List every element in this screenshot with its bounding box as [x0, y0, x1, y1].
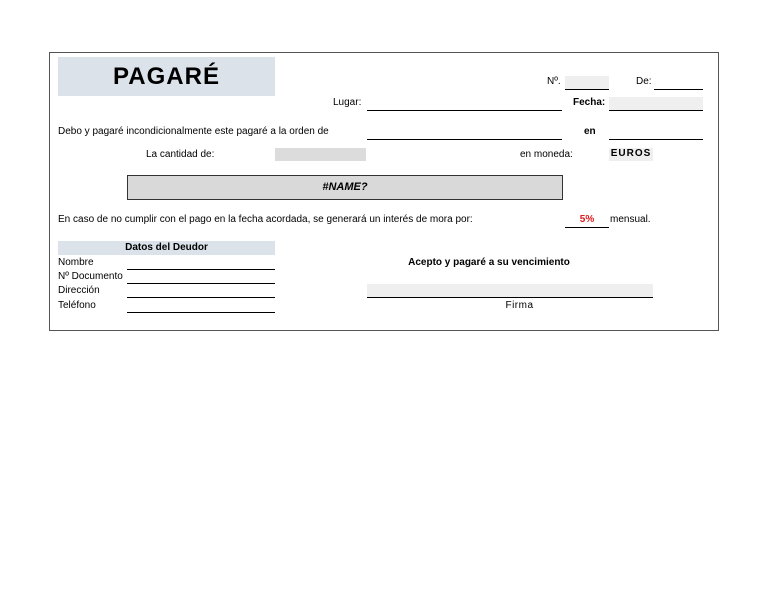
numero-field[interactable] [565, 76, 609, 89]
direccion-label: Dirección [58, 285, 100, 296]
telefono-label: Teléfono [58, 300, 96, 311]
amount-in-words: #NAME? [127, 175, 563, 200]
mensual-label: mensual. [610, 214, 651, 225]
fecha-field[interactable] [609, 97, 703, 110]
de-field[interactable] [654, 89, 703, 90]
numero-label: Nº. [547, 76, 561, 87]
moneda-label: en moneda: [520, 149, 573, 160]
cantidad-field[interactable] [275, 148, 366, 161]
lugar-pago-field[interactable] [609, 139, 703, 140]
moneda-value: EUROS [610, 148, 652, 159]
acepto-text: Acepto y pagaré a su vencimiento [408, 257, 570, 268]
documento-field[interactable] [127, 283, 275, 284]
telefono-field[interactable] [127, 312, 275, 313]
debo-text: Debo y pagaré incondicionalmente este pagaré a la orden de [58, 126, 329, 137]
de-label: De: [636, 76, 652, 87]
nombre-label: Nombre [58, 257, 94, 268]
nombre-field[interactable] [127, 269, 275, 270]
documento-label: Nº Documento [58, 271, 123, 282]
lugar-field[interactable] [367, 110, 562, 111]
lugar-label: Lugar: [333, 97, 362, 108]
mora-rate: 5% [579, 214, 595, 225]
firma-field[interactable] [367, 284, 653, 297]
beneficiario-field[interactable] [367, 139, 562, 140]
en-label: en [584, 126, 596, 137]
mora-text: En caso de no cumplir con el pago en la fecha acordada, se generará un interés de mora por: [58, 214, 473, 225]
firma-label: Firma [505, 300, 534, 311]
fecha-underline [609, 110, 703, 111]
numero-underline [565, 89, 609, 90]
page-title: PAGARÉ [113, 63, 220, 90]
direccion-field[interactable] [127, 297, 275, 298]
mora-rate-underline [565, 227, 609, 228]
firma-line [367, 297, 653, 298]
deudor-header: Datos del Deudor [58, 241, 275, 255]
cantidad-label: La cantidad de: [146, 149, 215, 160]
fecha-label: Fecha: [573, 97, 606, 108]
